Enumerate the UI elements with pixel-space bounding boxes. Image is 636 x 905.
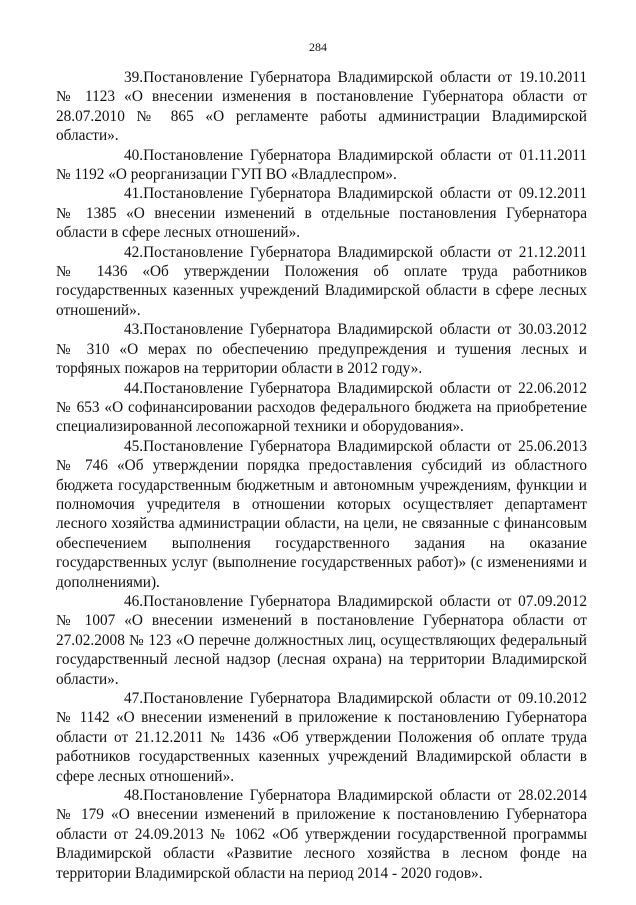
list-item bbox=[56, 379, 587, 437]
item-number: 42. bbox=[124, 243, 144, 261]
list-item bbox=[56, 184, 587, 242]
item-text: Постановление Губернатора Владимирской области от 25.06.2013 № 746 «Об утверждении порядка предоставления субсидий из областного бюджета государственным бюджетным и автономным учреждениям, функции и полномочия учредителя в отношении которых осуществляет департамент лесного хозяйства администрации области, на цели, не связанные с финансовым обеспечением выполнения государственного задания на оказание государственных услуг (выполнение государственных работ)» (с изменениями и дополнениями). bbox=[56, 437, 587, 591]
list-item bbox=[56, 786, 587, 883]
item-number: 41. bbox=[124, 185, 144, 203]
item-text: Постановление Губернатора Владимирской области от 30.03.2012 № 310 «О мерах по обеспечению предупреждения и тушения лесных и торфяных пожаров на территории области в 2012 году». bbox=[56, 321, 587, 378]
item-number: 44. bbox=[124, 379, 144, 397]
list-item bbox=[56, 243, 587, 321]
list-item bbox=[56, 437, 587, 592]
item-text: Постановление Губернатора Владимирской области от 21.12.2011 № 1436 «Об утверждении Положения об оплате труда работников государственных казенных учреждений Владимирской области в сфере лесных отношений». bbox=[56, 243, 587, 319]
list-item bbox=[56, 689, 587, 786]
item-number: 43. bbox=[124, 321, 144, 339]
item-text: Постановление Губернатора Владимирской области от 09.10.2012 № 1142 «О внесении изменений в приложение к постановлению Губернатора области от 21.12.2011 № 1436 «Об утверждении Положения об оплате труда работников государственных казенных учреждений Владимирской области в сфере лесных отношений». bbox=[56, 690, 587, 785]
page-number: 284 bbox=[309, 40, 327, 54]
item-text: Постановление Губернатора Владимирской области от 19.10.2011 № 1123 «О внесении изменения в постановление Губернатора области от 28.07.2010 № 865 «О регламенте работы администрации Владимирской области». bbox=[56, 69, 587, 145]
item-number: 48. bbox=[124, 787, 144, 805]
list-item bbox=[56, 146, 587, 185]
item-text: Постановление Губернатора Владимирской области от 22.06.2012 № 653 «О софинансировании расходов федерального бюджета на приобретение специализированной лесопожарной техники и оборудования». bbox=[56, 379, 587, 436]
item-text: Постановление Губернатора Владимирской области от 28.02.2014 № 179 «О внесении изменений в приложение к постановлению Губернатора области от 24.09.2013 № 1062 «Об утверждении государственной программы Владимирской области «Развитие лесного хозяйства в лесном фонде на территории Владимирской области на период 2014 - 2020 годов». bbox=[56, 787, 587, 882]
item-number: 40. bbox=[124, 146, 144, 164]
item-number: 47. bbox=[124, 690, 144, 707]
list-item bbox=[56, 320, 587, 378]
list-item bbox=[56, 592, 587, 689]
item-text: Постановление Губернатора Владимирской области от 01.11.2011 № 1192 «О реорганизации ГУП ВО «Владлеспром». bbox=[56, 146, 587, 184]
item-number: 39. bbox=[124, 69, 144, 86]
item-text: Постановление Губернатора Владимирской области от 07.09.2012 № 1007 «О внесении изменений в постановление Губернатора области от 27.02.2008 № 123 «О перечне должностных лиц, осуществляющих федеральный государственный лесной надзор (лесная охрана) на территории Владимирской области». bbox=[56, 592, 587, 688]
item-number: 45. bbox=[124, 437, 144, 455]
document-list bbox=[56, 68, 587, 883]
list-item bbox=[56, 68, 587, 146]
item-text: Постановление Губернатора Владимирской области от 09.12.2011 № 1385 «О внесении изменений в отдельные постановления Губернатора области в сфере лесных отношений». bbox=[56, 185, 587, 242]
item-number: 46. bbox=[124, 592, 144, 610]
